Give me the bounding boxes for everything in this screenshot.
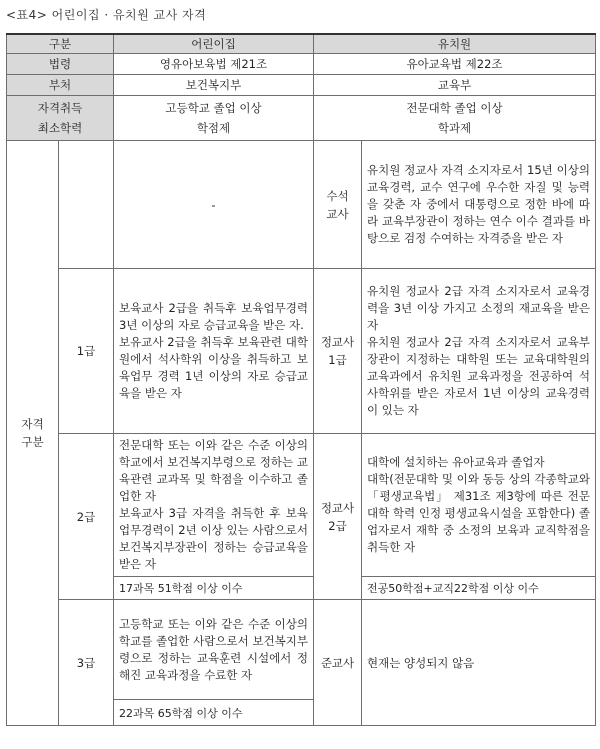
header-daycare: 어린이집 [114,34,314,54]
head-kind-label-line1: 수석 [326,188,349,203]
row-label-ministry: 부처 [7,75,114,96]
table-row [7,54,596,75]
law-daycare: 영유아보육법 제21조 [114,54,314,75]
header-category: 구분 [7,34,114,54]
g1-kindergarten-p2: 유치원 정교사 2급 자격 소지자로서 교육부장관이 지정하는 대학원 또는 교육대학원의 교육과에서 유치원 교육과정을 전공하여 석사학위를 받은 자로서 1년 이상의 교육경력이 있는 자 [367,335,591,417]
grade-1-label: 1급 [59,269,114,434]
row-label-qualification [7,96,114,141]
g3-daycare-credits: 22과목 65학점 이상 이수 [114,700,314,726]
g1-kind-label-line2: 1급 [328,353,347,367]
g1-kindergarten-p1: 유치원 정교사 2급 자격 소지자로서 교육경력을 3년 이상 가지고 소정의 재교육을 받은 자 [367,284,591,332]
qualification-kindergarten-line2: 학과제 [437,121,472,135]
g1-daycare [114,269,314,434]
ministry-kindergarten: 교육부 [314,75,596,96]
table-row [7,600,596,700]
g2-kind-label [314,434,362,600]
table-row [7,96,596,141]
head-kindergarten: 유치원 정교사 자격 소지자로서 15년 이상의 교육경력, 교수 연구에 우수한 자질 및 능력을 갖춘 자 중에서 대통령으로 정한 바에 따라 교육부장관이 정하는 연수 이수 결과를 바탕으로 검정 수여하는 자격증을 받은 자 [362,141,596,269]
g1-kind-label [314,269,362,434]
g2-daycare-credits: 17과목 51학점 이상 이수 [114,577,314,600]
grade-3-label: 3급 [59,600,114,726]
qualification-daycare [114,96,314,141]
qualification-label-line1: 자격취득 [37,101,83,115]
head-daycare: - [114,141,314,269]
g2-kindergarten-credits: 전공50학점+교직22학점 이상 이수 [362,577,596,600]
table-row [7,434,596,577]
header-row [7,34,596,54]
table-caption: <표4> 어린이집 · 유치원 교사 자격 [6,8,207,22]
category-label-line2: 구분 [21,435,44,449]
g1-kindergarten [362,269,596,434]
g1-daycare-p1: 보육교사 2급을 취득후 보육업무경력 3년 이상의 자로 승급교육을 받은 자. [119,301,308,332]
qualification-daycare-line1: 고등학교 졸업 이상 [165,101,262,115]
qualification-kindergarten [314,96,596,141]
ministry-daycare: 보건복지부 [114,75,314,96]
g2-kindergarten-p2: 대학(전문대학 및 이와 동등 상의 각종학교와 「평생교육법」 제31조 제3항에 따른 전문대학 학력 인정 평생교육시설을 포함한다) 졸업자로서 재학 중 소정의 보육과 교직학점을 취득한 자 [367,472,591,554]
header-kindergarten: 유치원 [314,34,596,54]
head-kind-label [314,141,362,269]
table-row [7,75,596,96]
g2-kind-label-line2: 2급 [328,518,347,533]
grade-2-label: 2급 [59,434,114,600]
category-label [7,141,59,726]
g2-kindergarten [362,434,596,577]
g1-kind-label-line1: 정교사 [320,335,355,349]
g3-kind-label: 준교사 [314,600,362,726]
g3-daycare: 고등학교 또는 이와 같은 수준 이상의 학교를 졸업한 사람으로서 보건복지부령으로 정하는 교육훈련 시설에서 정해진 교육과정을 수료한 자 [114,600,314,700]
g2-kind-label-line1: 정교사 [320,500,355,515]
g2-daycare [114,434,314,577]
qualification-label-line2: 최소학력 [37,121,83,135]
category-label-line1: 자격 [21,417,44,431]
g1-daycare-p2: 보유교사 2급을 취득후 보육관련 대학원에서 석사학위 이상을 취득하고 보육업무 경력 1년 이상의 자로 승급교육을 받은 자 [119,335,308,400]
table-row [7,141,596,269]
law-kindergarten: 유아교육법 제22조 [314,54,596,75]
qualification-kindergarten-line1: 전문대학 졸업 이상 [406,101,503,115]
qualification-daycare-line2: 학점제 [196,121,231,135]
head-kind-label-line2: 교사 [326,206,349,221]
g2-daycare-p2: 보육교사 3급 자격을 취득한 후 보육업무경력이 2년 이상 있는 사람으로서 보건복지부장관이 정하는 승급교육을 받은 자 [119,506,308,571]
g3-kindergarten: 현재는 양성되지 않음 [362,600,596,726]
g2-daycare-p1: 전문대학 또는 이와 같은 수준 이상의 학교에서 보건복지부령으로 정하는 교육관련 교과목 및 학점을 이수하고 졸업한 자 [119,438,308,503]
g2-kindergarten-p1: 대학에 설치하는 유아교육과 졸업자 [367,455,545,469]
table-row [7,269,596,434]
row-label-law: 법령 [7,54,114,75]
grade-head-empty [59,141,114,269]
teacher-qualification-table [6,33,596,726]
